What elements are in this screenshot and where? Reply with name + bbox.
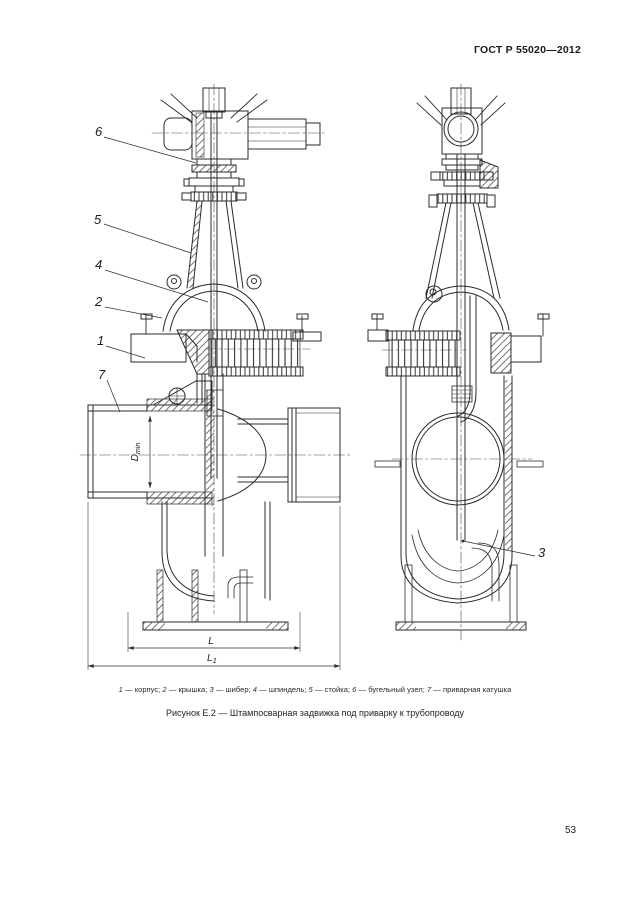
- callout-2: 2: [95, 294, 103, 309]
- dim-label-l: L: [208, 636, 214, 647]
- callout-7: 7: [98, 367, 106, 382]
- figure-caption: Рисунок Е.2 — Штампосварная задвижка под приварку к трубопроводу: [165, 708, 465, 718]
- left-view-section: [80, 84, 352, 630]
- callout-6: 6: [95, 124, 103, 139]
- dim-label-l1: $L_1$: [207, 653, 217, 665]
- right-view-section: [368, 84, 549, 640]
- callout-3: 3: [538, 545, 546, 560]
- legend-item: 5 — стойка;: [308, 685, 353, 694]
- callout-4: 4: [95, 257, 103, 272]
- page-number: 53: [565, 825, 577, 836]
- legend-item: 4 — шпиндель;: [252, 685, 309, 694]
- callout-5: 5: [94, 212, 102, 227]
- legend-item: 7 — приварная катушка: [426, 685, 512, 694]
- legend-item: 1 — корпус;: [118, 685, 163, 694]
- callout-1: 1: [97, 333, 105, 348]
- figure-legend: [0, 685, 630, 694]
- dim-label-dmin: $D_{min}$: [130, 442, 142, 462]
- standard-number: ГОСТ Р 55020—2012: [473, 44, 581, 56]
- legend-item: 2 — крышка;: [162, 685, 210, 694]
- legend-item: 6 — бугельный узел;: [352, 685, 427, 694]
- legend-item: 3 — шибер;: [209, 685, 253, 694]
- dimension-labels: [130, 443, 217, 665]
